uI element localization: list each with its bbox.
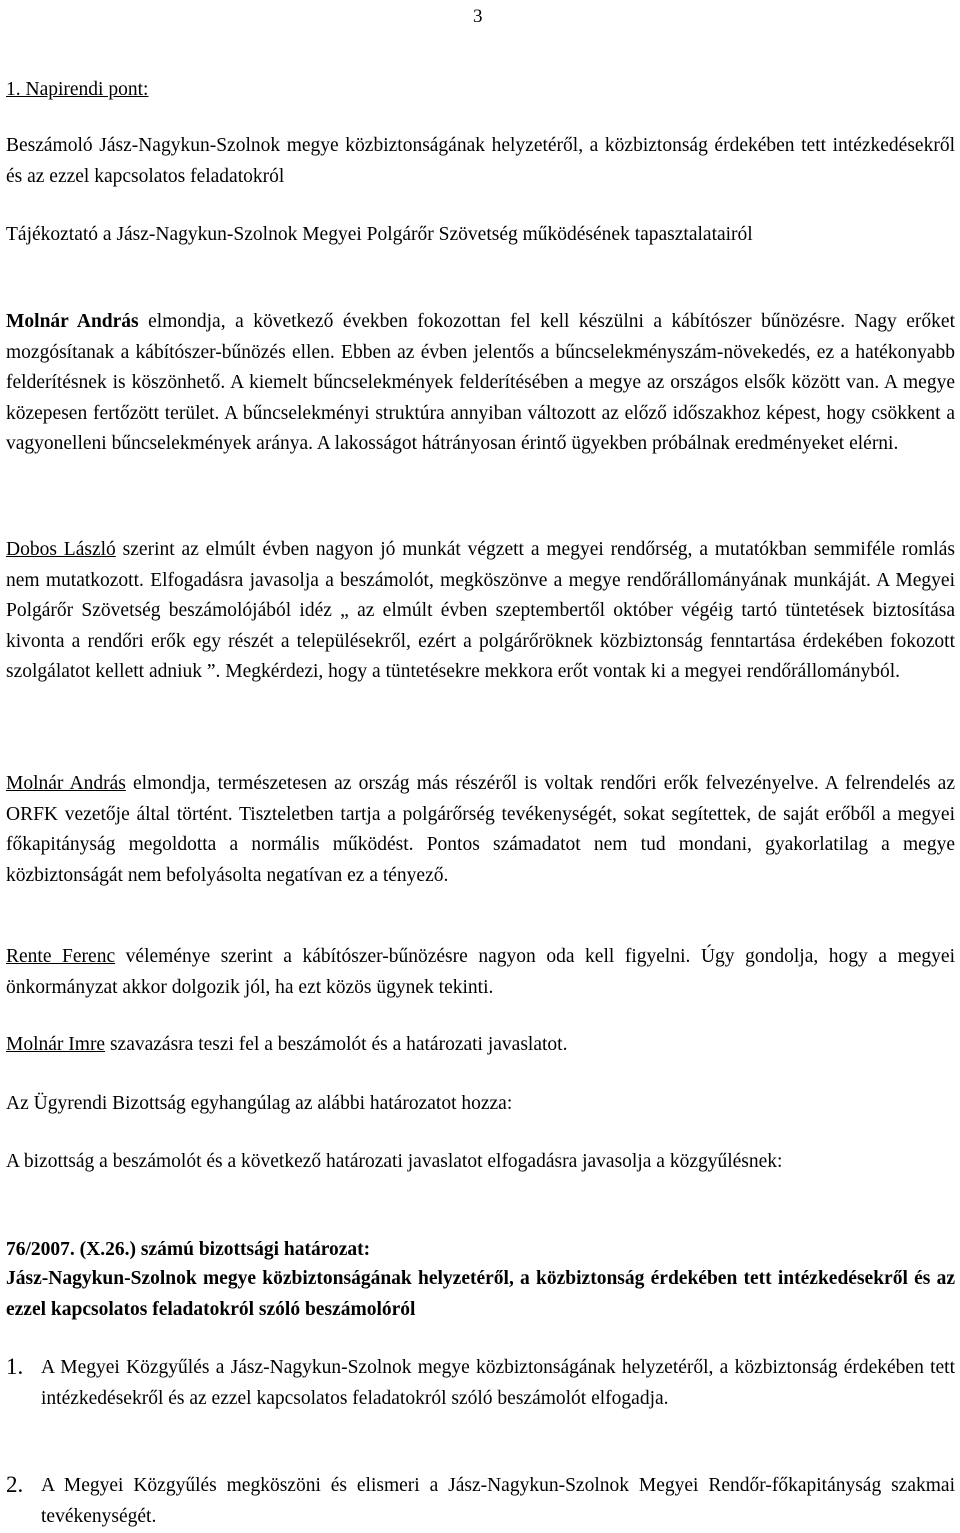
speaker-name: Molnár András	[6, 311, 139, 332]
item-number: 2.	[6, 1472, 24, 1497]
speaker-name: Molnár Imre	[6, 1034, 106, 1055]
speaker-name: Molnár András	[6, 773, 126, 794]
paragraph-text: elmondja, a következő években fokozottan fel kell készülni a kábítószer bűnözésre. Nagy erőket mozgósítanak a kábítószer-bűnözés ellen. Ebben az évben jelentős a bűncselekményszám-növekedés, ez a hatékonyabb felderítésnek is köszönhető. A kiemelt bűncselekmények felderítésében a megye az országos elsők között van. A megye közepesen fertőzött terület. A bűncselekményi struktúra annyiban változott az előző időszakhoz képest, hogy csökkent a vagyonelleni bűncselekmények aránya. A lakosságot hátrányosan érintő ügyekben próbálnak eredményeket elérni.	[6, 311, 955, 454]
paragraph-dobos-laszlo	[6, 535, 955, 688]
paragraph-molnar-imre	[6, 1030, 955, 1061]
paragraph-rente-ferenc	[6, 942, 955, 1003]
item-number: 1.	[6, 1354, 24, 1379]
paragraph-text: véleménye szerint a kábítószer-bűnözésre nagyon oda kell figyelni. Úgy gondolja, hogy a megyei önkormányzat akkor dolgozik jól, ha ezt közös ügynek tekinti.	[6, 946, 955, 998]
paragraph-molnar-andras-1	[6, 307, 955, 460]
agenda-heading: 1. Napirendi pont:	[6, 79, 149, 100]
resolution-item-2	[6, 1471, 955, 1532]
paragraph-text: elmondja, természetesen az ország más részéről is voltak rendőri erők felvezényelve. A felrendelés az ORFK vezetője által történt. Tiszteletben tartja a polgárőrség tevékenységét, sokat segítettek, de saját erőből a megyei főkapitányság megoldotta a normális működést. Pontos számadatot nem tud mondani, gyakorlatilag a megye közbiztonságát nem befolyásolta negatívan ez a tényező.	[6, 773, 955, 886]
item-text: A Megyei Közgyűlés megköszöni és elismeri a Jász-Nagykun-Szolnok Megyei Rendőr-főkapitányság szakmai tevékenységét.	[41, 1475, 955, 1527]
resolution-number: 76/2007. (X.26.) számú bizottsági határozat:	[6, 1239, 371, 1260]
paragraph-text: szerint az elmúlt évben nagyon jó munkát végzett a megyei rendőrség, a mutatókban semmiféle romlás nem mutatkozott. Elfogadásra javasolja a beszámolót, megköszönve a megye rendőrállományának munkáját. A Megyei Polgárőr Szövetség beszámolójából idéz „ az elmúlt évben szeptembertől október végéig tartó tüntetések biztosítása kivonta a rendőri erők egy részét a településekről, ezért a polgárőröknek közbiztonság fenntartása érdekében fokozott szolgálatot kellett adniuk ”. Megkérdezi, hogy a tüntetésekre mekkora erőt vontak ki a megyei rendőrállományból.	[6, 539, 955, 682]
item-text: A Megyei Közgyűlés a Jász-Nagykun-Szolnok megye közbiztonságának helyzetéről, a közbiztonság érdekében tett intézkedésekről és az ezzel kapcsolatos feladatokról szóló beszámolót elfogadja.	[41, 1357, 955, 1409]
committee-proposal: A bizottság a beszámolót és a következő határozati javaslatot elfogadásra javasolja a közgyűlésnek:	[6, 1151, 783, 1172]
agenda-item-report: Beszámoló Jász-Nagykun-Szolnok megye közbiztonságának helyzetéről, a közbiztonság érdekében tett intézkedésekről és az ezzel kapcsolatos feladatokról	[6, 135, 955, 187]
resolution-item-1	[6, 1353, 955, 1414]
paragraph-molnar-andras-2	[6, 769, 955, 891]
agenda-item-briefing: Tájékoztató a Jász-Nagykun-Szolnok Megyei Polgárőr Szövetség működésének tapasztalatairól	[6, 224, 753, 245]
speaker-name: Dobos László	[6, 539, 116, 560]
speaker-name: Rente Ferenc	[6, 946, 116, 967]
paragraph-text: szavazásra teszi fel a beszámolót és a határozati javaslatot.	[105, 1034, 568, 1055]
page-number: 3	[473, 6, 483, 27]
committee-statement: Az Ügyrendi Bizottság egyhangúlag az alábbi határozatot hozza:	[6, 1093, 513, 1114]
resolution-title: Jász-Nagykun-Szolnok megye közbiztonságának helyzetéről, a közbiztonság érdekében tett intézkedésekről és az ezzel kapcsolatos feladatokról szóló beszámolóról	[6, 1268, 955, 1320]
